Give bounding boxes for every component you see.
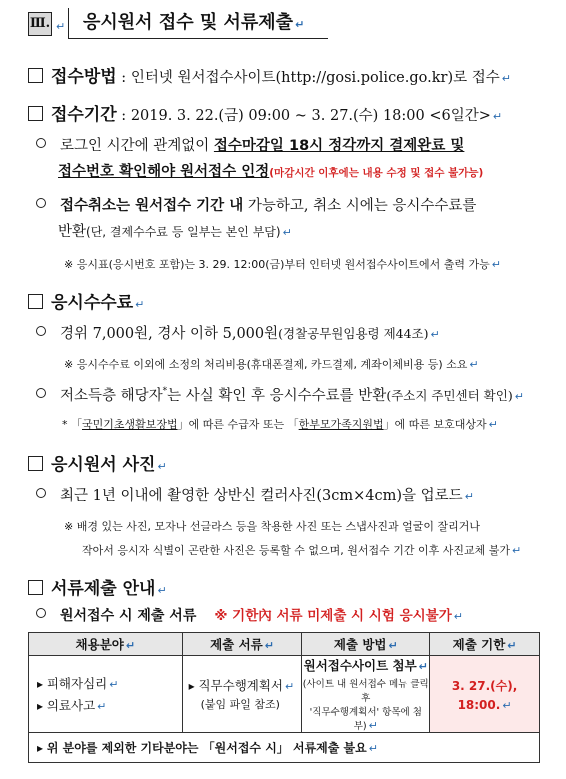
paragraph-mark: ↵ [453,610,463,623]
field-text: 의료사고 [46,698,96,713]
footer-text: 위 분야를 제외한 기타분야는 「원서접수 시」 서류제출 불요 [46,741,367,755]
photo-line-1 [36,484,474,505]
paragraph-mark: ↵ [430,328,440,341]
paragraph-mark: ↵ [157,460,167,473]
table-header-row [29,633,540,656]
paragraph-mark: ↵ [125,639,136,652]
paragraph-mark: ↵ [469,358,479,371]
paragraph-mark: ↵ [388,639,398,652]
paragraph-mark: ↵ [368,742,378,755]
note-aside: (주소지 주민센터 확인) [386,388,513,403]
method-title [302,656,429,674]
documents-sub-label: 원서접수 시 제출 서류 [60,608,197,624]
note-emphasis: 접수번호 확인해야 원서접수 인정 [58,164,270,180]
note-emphasis: 접수취소는 원서접수 기간 내 [60,198,244,214]
fee-line-4 [62,416,498,432]
documents-row [28,574,167,599]
deadline-text: 3. 27.(수), 18:00. [451,679,518,712]
documents-cell [182,656,302,733]
paragraph-mark: ↵ [502,699,512,712]
header-field [29,633,183,656]
field-item: ▸ 피해자심리 ↵ [37,676,119,691]
square-bullet-icon [28,106,43,121]
circle-bullet-icon [36,388,46,398]
footer-cell: ▸ 위 분야를 제외한 기타분야는 「원서접수 시」 서류제출 불요 ↵ [29,733,540,763]
field-item: ▸ 의료사고 ↵ [37,698,107,713]
document-text: 직무수행계획서 [198,678,284,693]
table-footer-row [29,733,540,763]
receipt-period-row [28,100,502,125]
documents-sub-row [36,604,463,625]
period-note-1 [36,134,464,155]
field-text: 피해자심리 [46,676,108,691]
header-deadline [430,633,540,656]
paragraph-mark: ↵ [512,544,522,557]
fee-label: 응시수수료 [51,293,134,313]
paragraph-mark: ↵ [492,110,503,123]
note-text: 저소득층 해당자 [60,388,163,404]
deadline-cell [430,656,540,733]
square-bullet-icon [28,68,43,83]
paragraph-mark: ↵ [135,298,145,311]
square-bullet-icon [28,456,43,471]
law-name: 한부모가족지원법 [298,418,384,431]
photo-label: 응시원서 사진 [51,455,156,475]
note-emphasis: 접수마감일 18시 정각까지 결제완료 및 [213,138,465,154]
paragraph-mark: ↵ [285,680,295,693]
period-note-1-cont [58,160,483,181]
documents-warning: ※ 기한內 서류 미제출 시 시험 응시불가 [214,608,452,624]
note-text: 로그인 시간에 관계없이 [60,138,214,154]
header-text: 제출 기한 [452,637,506,652]
circle-bullet-icon [36,608,46,618]
header-method [302,633,430,656]
fee-amount: 경위 7,000원, 경사 이하 5,000원 [60,326,279,342]
section-title [68,8,328,39]
note-text: 반환 [58,224,87,240]
receipt-method-colon: : [116,70,131,86]
note-text: ※ 배경 있는 사진, 모자나 선글라스 등을 착용한 사진 또는 스냅사진과 얼굴이 잘리거나 [64,520,480,533]
section-title-text: 응시원서 접수 및 서류제출 [83,12,294,33]
header-text: 채용분야 [75,637,124,652]
circle-bullet-icon [36,488,46,498]
fee-row [28,288,144,313]
paragraph-mark: ↵ [97,700,107,713]
documents-table [28,632,540,763]
receipt-method-label: 접수방법 [51,67,117,87]
paragraph-mark: ↵ [264,639,274,652]
table-row [29,656,540,733]
fee-line-1 [36,322,440,343]
paragraph-mark: ↵ [418,660,428,673]
law-name: 국민기초생활보장법 [82,418,178,431]
receipt-period-colon: : [116,108,131,124]
note-text: ※ 응시수수료 이외에 소정의 처리비용(휴대폰결제, 카드결제, 계좌이체비용 등) 소요 [64,358,468,371]
period-note-2 [36,194,476,215]
note-text: 는 사실 확인 후 응시수수료를 반환 [167,388,387,404]
note-warning: (마감시간 이후에는 내용 수정 및 접수 불가능) [269,167,484,179]
circle-bullet-icon [36,138,46,148]
field-cell [29,656,183,733]
fee-law: (경찰공무원임용령 제44조) [278,326,429,341]
method-title-text: 원서접수사이트 첨부 [303,658,417,673]
method-cell [302,656,430,733]
documents-label: 서류제출 안내 [51,579,156,599]
note-aside: (단, 결제수수료 등 일부는 본인 부담) [86,225,281,239]
document-note: (붙임 파일 참조) [200,698,280,711]
period-note-3 [64,256,501,272]
receipt-period-text: 2019. 3. 22.(금) 09:00 ~ 3. 27.(수) 18:00 <6일간> [130,108,491,124]
paragraph-mark: ↵ [368,719,378,732]
method-note-text: '직무수행계획서' 항목에 첨부) [309,707,422,732]
paragraph-mark: ↵ [488,418,498,431]
note-text: 가능하고, 취소 시에는 응시수수료를 [243,198,477,214]
note-text: 」에 따른 수급자 또는 「 [177,418,299,431]
paragraph-mark: ↵ [282,226,292,239]
photo-line-2 [64,518,480,534]
paragraph-mark: ↵ [109,678,119,691]
paragraph-mark: ↵ [507,639,517,652]
header-text: 제출 서류 [210,637,263,652]
note-text: 」에 따른 보호대상자 [383,418,487,431]
fee-line-2 [64,356,479,372]
method-note: (사이트 내 원서접수 메뉴 클릭 후 [302,679,429,704]
paragraph-mark: ↵ [295,18,305,31]
document-item: ▸ 직무수행계획서 ↵ [188,678,295,693]
circle-bullet-icon [36,326,46,336]
paragraph-mark: ↵ [514,390,524,403]
footnote-star: * [162,386,168,397]
receipt-period-label: 접수기간 [51,105,117,125]
note-text: ※ 응시표(응시번호 포함)는 3. 29. 12:00(금)부터 인터넷 원서접수사이트에서 출력 가능 [64,258,490,271]
note-text: 작아서 응시자 식별이 곤란한 사진은 등록할 수 없으며, 원서접수 기간 이후 사진교체 불가 [82,544,510,557]
paragraph-mark: ↵ [491,258,501,271]
photo-text: 최근 1년 이내에 촬영한 상반신 컬러사진(3cm×4cm)을 업로드 [60,488,463,504]
circle-bullet-icon [36,198,46,208]
period-note-2-cont [58,220,292,241]
square-bullet-icon [28,580,43,595]
header-text: 제출 방법 [333,637,387,652]
paragraph-mark: ↵ [157,584,167,597]
paragraph-mark: ↵ [501,72,511,85]
photo-line-3 [82,542,521,558]
square-bullet-icon [28,294,43,309]
receipt-method-text: 인터넷 원서접수사이트(http://gosi.police.go.kr)로 접수 [130,70,500,86]
fee-line-3 [36,384,524,405]
section-number: Ⅲ. [28,12,52,36]
bracket: * 「 [62,418,82,431]
method-note [302,704,429,732]
header-documents [182,633,302,656]
photo-row [28,450,167,475]
paragraph-mark: ↵ [464,490,474,503]
receipt-method-row [28,62,511,87]
paragraph-mark: ↵ [56,20,66,33]
